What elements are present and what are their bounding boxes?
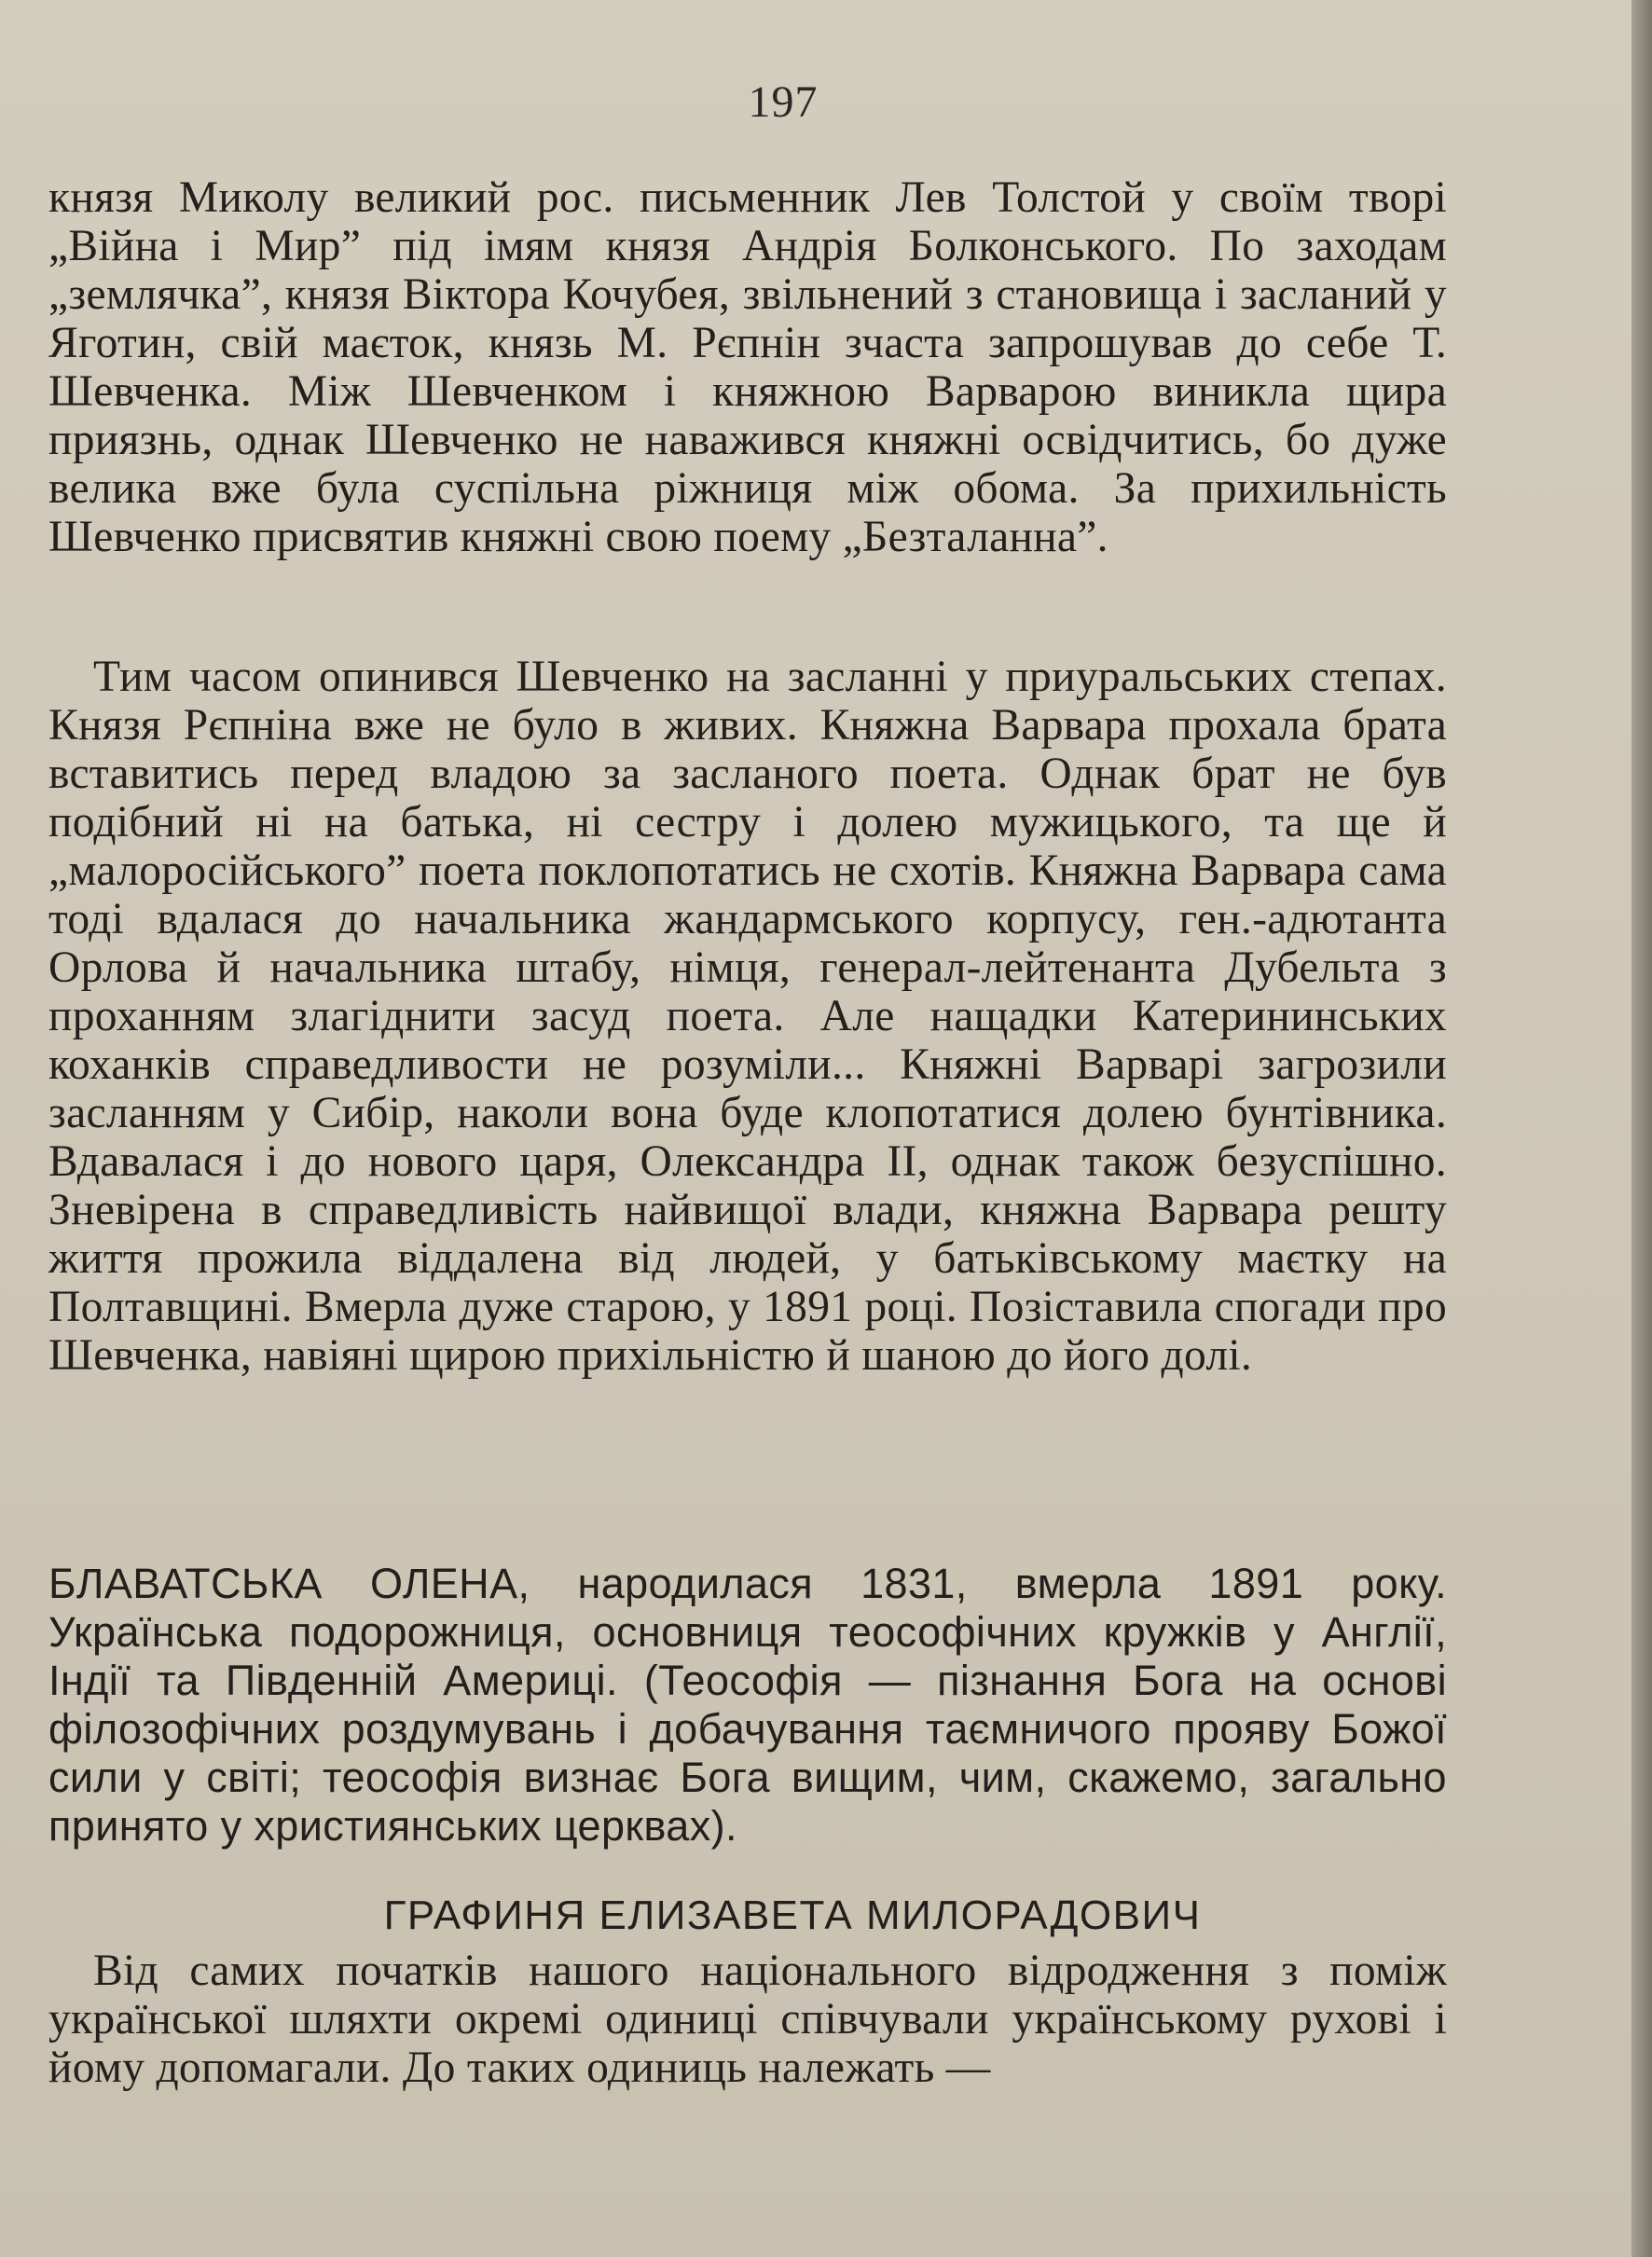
page-number: 197 [748, 77, 819, 127]
page-edge-shadow [1631, 0, 1652, 2257]
paragraph-blavatska: БЛАВАТСЬКА ОЛЕНА, народилася 1831, вмерла 1891 року. Українська подорожниця, основниця теософічних кружків у Англії, Індії та Південній Америці. (Теософія — пізнання Бога на основі філозофічних роздумувань і добачування таємничого прояву Божої сили у світі; теософія визнає Бога вищим, чим, скажемо, загально принято у християнських церквах). [48, 1560, 1447, 1850]
paragraph-miloradovych-intro: Від самих початків нашого національного відродження з поміж української шляхти окремі одиниці співчували українському рухові і йому допомагали. До таких одиниць належать — [48, 1947, 1447, 2092]
paragraph-repnina-continued: князя Миколу великий рос. письменник Лев Толстой у своїм творі „Війна і Мир” під імям князя Андрія Болконського. По заходам „землячка”, князя Віктора Кочубея, звільнений з становища і засланий у Яготин, свій маєток, князь М. Рєпнін зчаста запрошував до себе Т. Шевченка. Між Шевченком і княжною Варварою виникла щира приязнь, однак Шевченко не наважився княжні освідчитись, бо дуже велика вже була суспільна ріжниця між обома. За прихильність Шевченко присвятив княжні свою поему „Безталанна”. [48, 173, 1447, 561]
paragraph-shevchenko-exile: Тим часом опинився Шевченко на засланні у приуральських степах. Князя Рєпніна вже не було в живих. Княжна Варвара прохала брата вставитись перед владою за засланого поета. Однак брат не був подібний ні на батька, ні сестру і долею мужицького, та ще й „малоросійського” поета поклопотатись не схотів. Княжна Варвара сама тоді вдалася до начальника жандармського корпусу, ген.-адютанта Орлова й начальника штабу, німця, генерал-лейтенанта Дубельта з проханням злагіднити засуд поета. Але нащадки Катерининських коханків справедливости не розуміли... Княжні Варварі загрозили засланням у Сибір, наколи вона буде клопотатися долею бунтівника. Вдавалася і до нового царя, Олександра II, однак також безуспішно. Зневірена в справедливість найвищої влади, княжна Варвара решту життя прожила віддалена від людей, у батьківському маєтку на Полтавщині. Вмерла дуже старою, у 1891 році. Позіставила спогади про Шевченка, навіяні щирою прихільністю й шаною до його долі. [48, 653, 1447, 1380]
section-heading-miloradovych: ГРАФИНЯ ЕЛИЗАВЕТА МИЛОРАДОВИЧ [383, 1892, 1202, 1938]
